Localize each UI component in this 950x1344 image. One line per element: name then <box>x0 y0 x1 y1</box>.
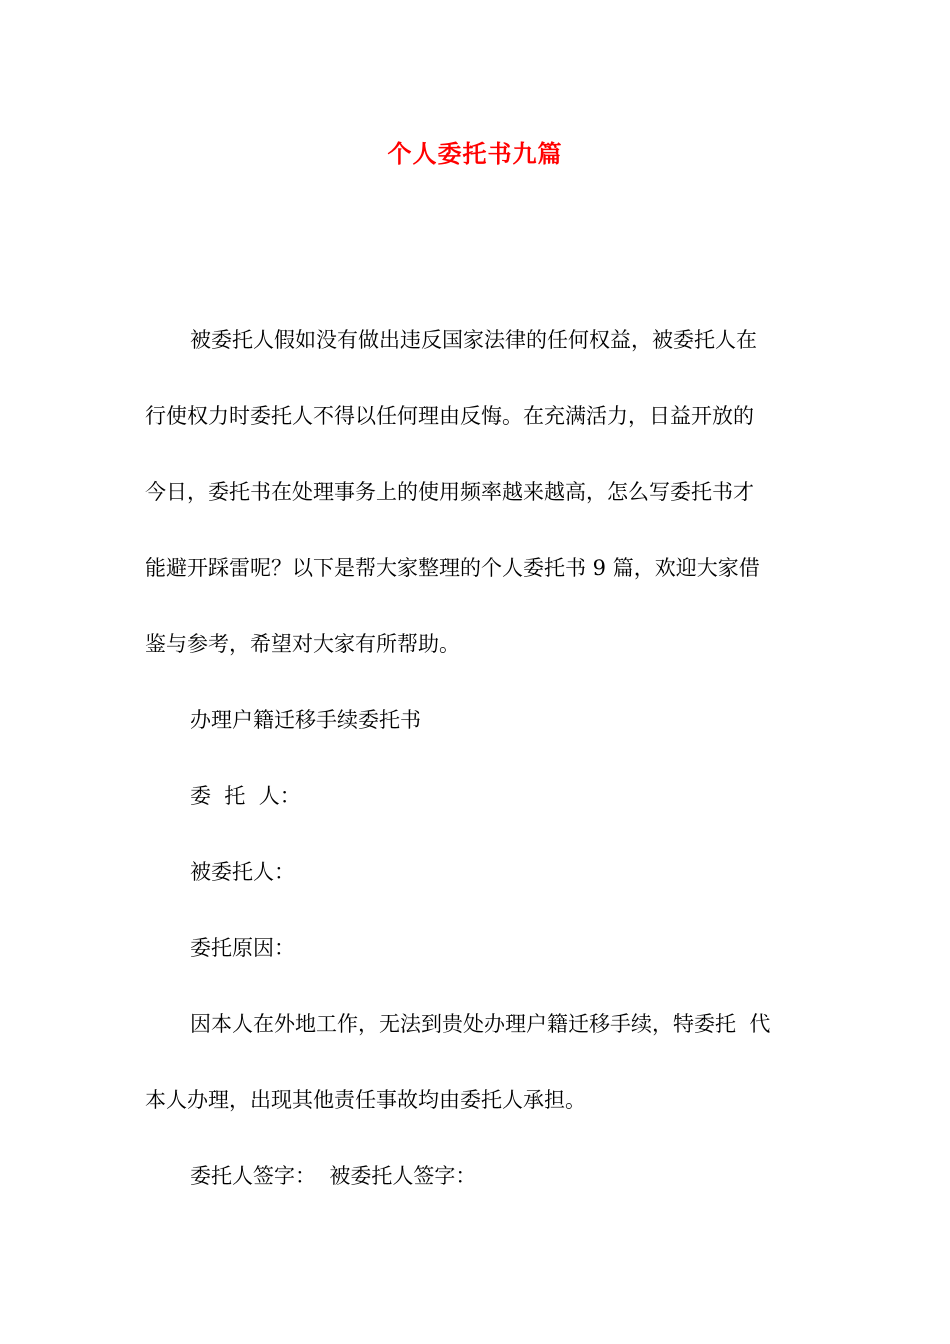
document-title: 个人委托书九篇 <box>387 140 563 168</box>
intro-line-5: 鉴与参考，希望对大家有所帮助。 <box>145 632 460 656</box>
intro-line-4: 能避开踩雷呢？以下是帮大家整理的个人委托书 9 篇，欢迎大家借 <box>145 556 760 580</box>
document-body <box>145 302 810 1214</box>
body-line-2: 本人办理，出现其他责任事故均由委托人承担。 <box>145 1088 586 1112</box>
intro-line-2: 行使权力时委托人不得以任何理由反悔。在充满活力，日益开放的 <box>145 404 754 428</box>
agent-field: 被委托人： <box>190 860 295 884</box>
section-title: 办理户籍迁移手续委托书 <box>190 708 421 732</box>
body-line-1: 因本人在外地工作，无法到贵处办理户籍迁移手续，特委托 代 <box>190 1012 771 1036</box>
intro-line-3: 今日，委托书在处理事务上的使用频率越来越高，怎么写委托书才 <box>145 480 754 504</box>
reason-field: 委托原因： <box>190 936 295 960</box>
signature-line: 委托人签字： 被委托人签字： <box>190 1164 477 1188</box>
intro-line-1: 被委托人假如没有做出违反国家法律的任何权益，被委托人在 <box>190 328 757 352</box>
principal-field: 委 托 人： <box>190 784 301 808</box>
